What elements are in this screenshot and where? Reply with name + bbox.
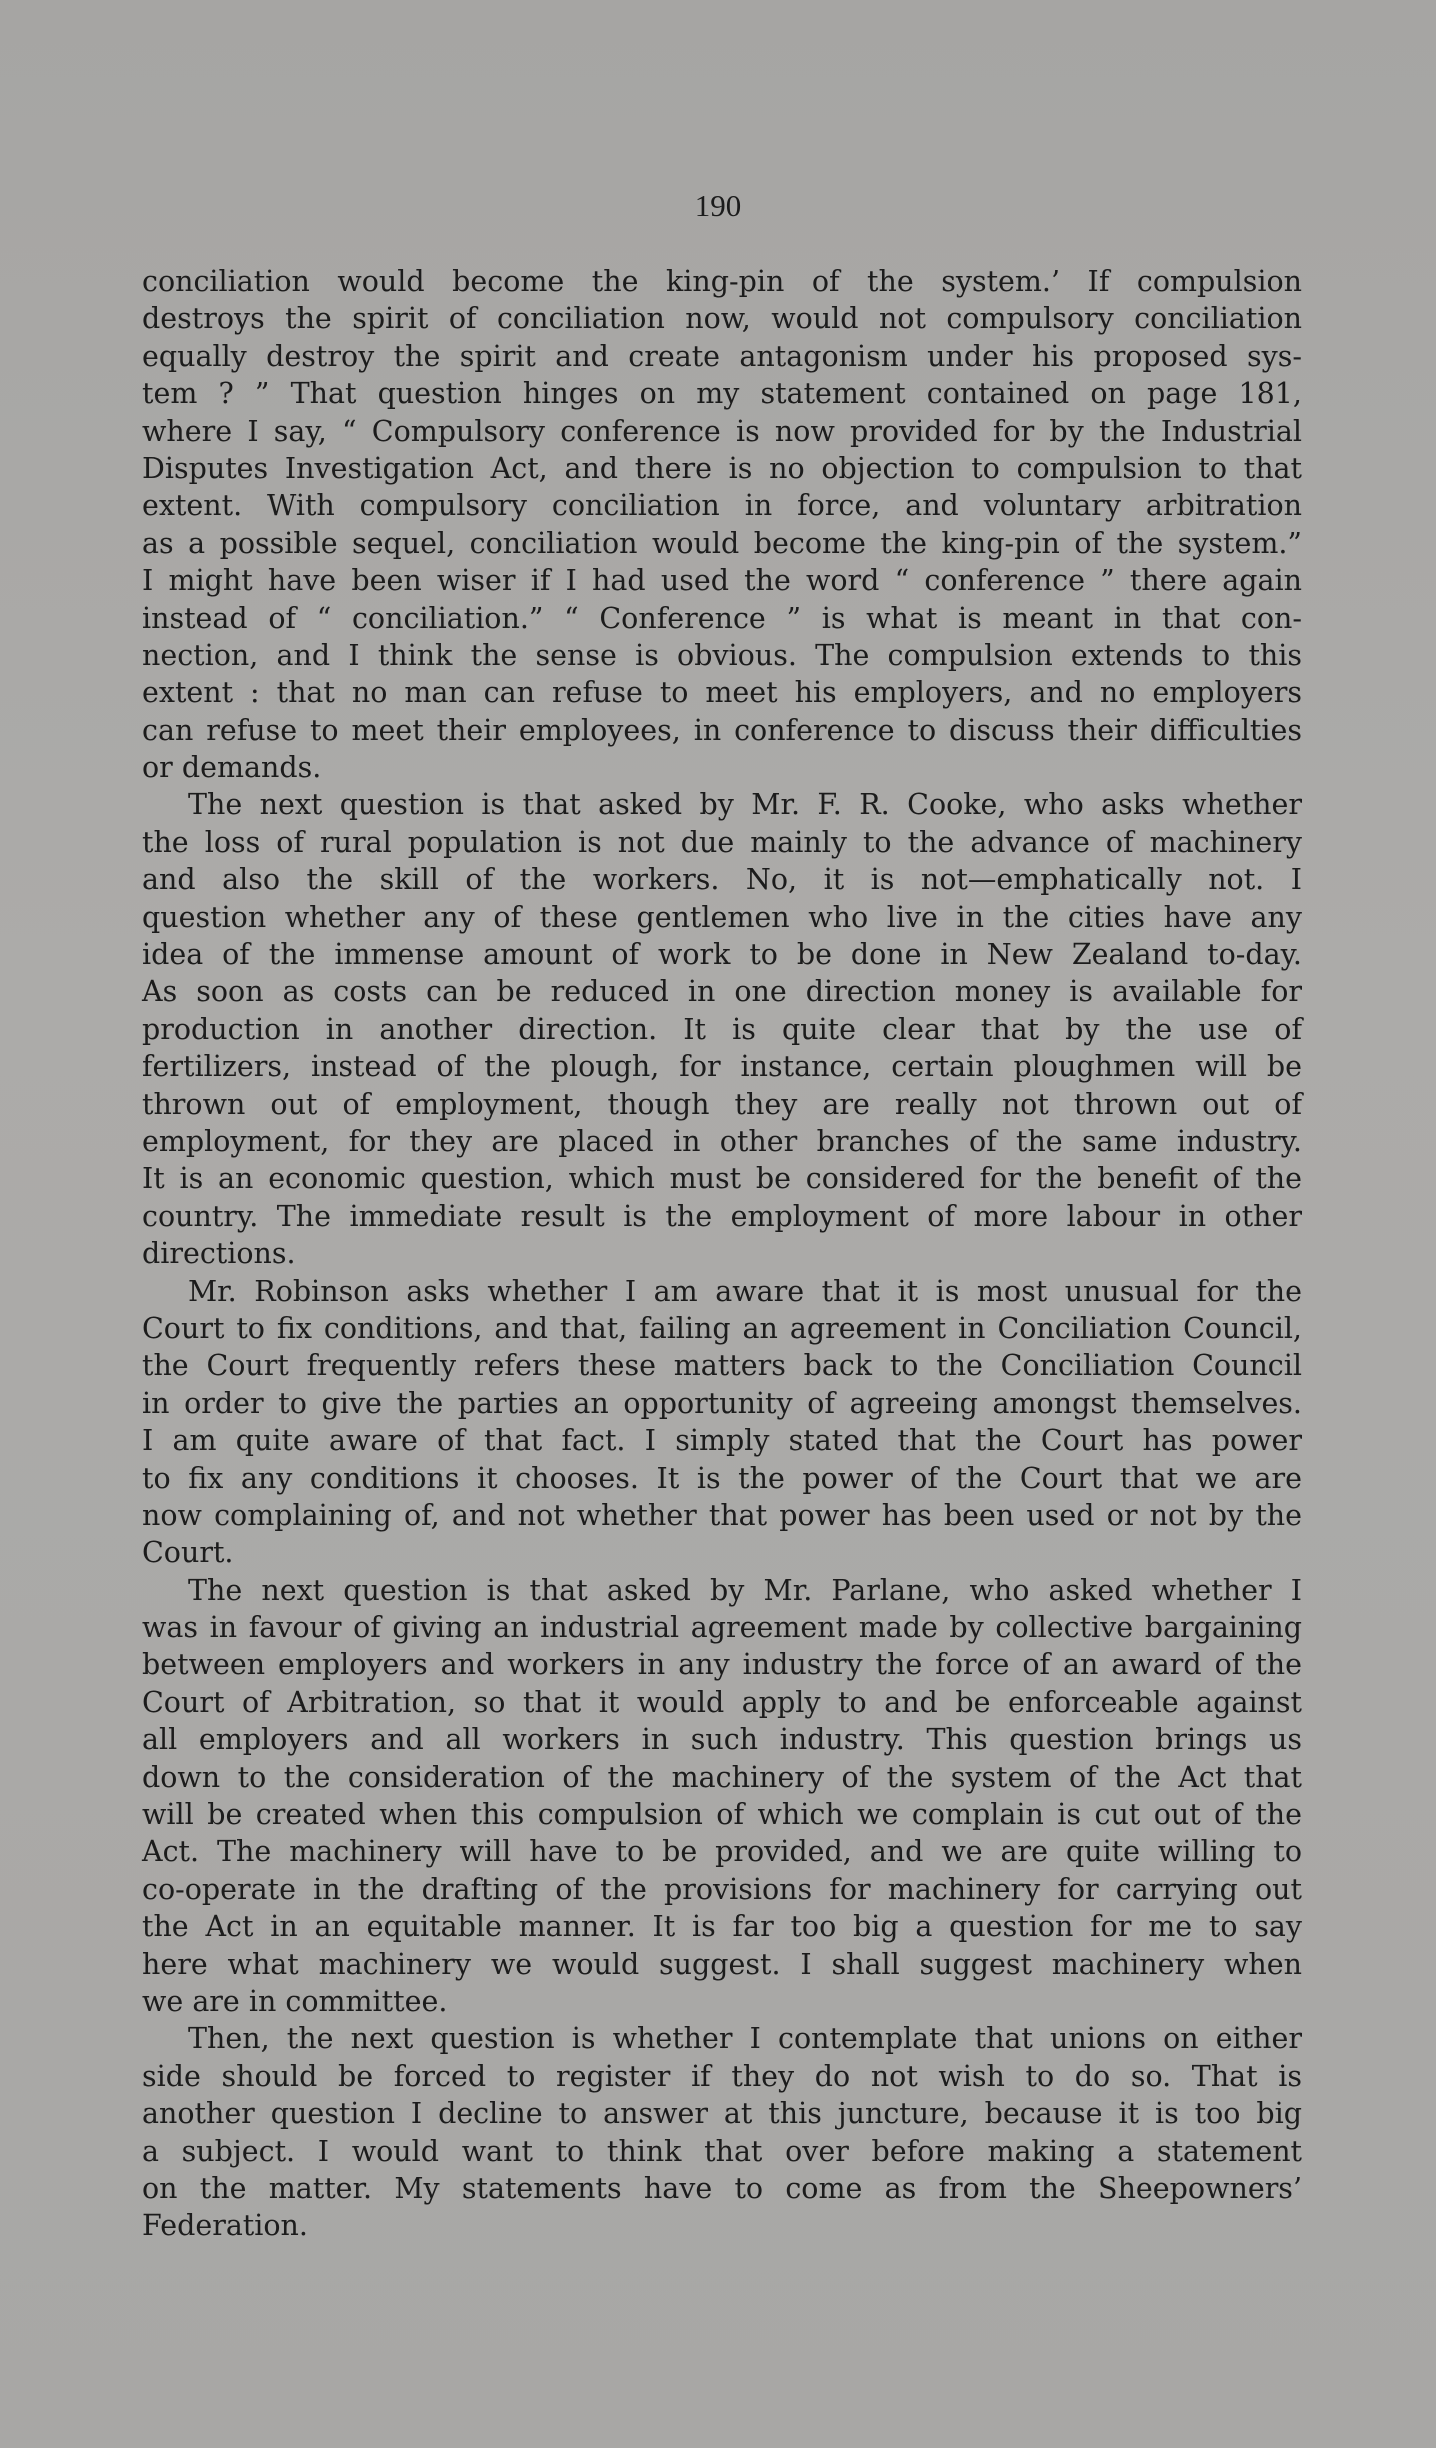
- text-line: the Act in an equitable manner. It is far too big a question for me to say: [142, 1910, 1302, 1944]
- text-line: Act. The machinery will have to be provided, and we are quite willing to: [142, 1835, 1302, 1869]
- text-line: another question I decline to answer at this juncture, because it is too big: [142, 2097, 1302, 2131]
- text-line: tem ? ” That question hinges on my statement contained on page 181,: [142, 377, 1302, 411]
- text-line: Court of Arbitration, so that it would apply to and be enforceable against: [142, 1685, 1302, 1719]
- text-line: extent. With compulsory conciliation in force, and voluntary arbitration: [142, 489, 1302, 523]
- text-line: It is an economic question, which must be considered for the benefit of the: [142, 1162, 1302, 1196]
- text-line: Court.: [142, 1536, 234, 1570]
- text-line: as a possible sequel, conciliation would become the king-pin of the system.”: [142, 526, 1302, 560]
- text-line: destroys the spirit of conciliation now, would not compulsory conciliation: [142, 302, 1302, 336]
- text-line: thrown out of employment, though they are really not thrown out of: [142, 1087, 1302, 1121]
- text-line: the Court frequently refers these matters back to the Conciliation Council: [142, 1349, 1302, 1383]
- text-line: employment, for they are placed in other branches of the same industry.: [142, 1124, 1302, 1158]
- text-line: will be created when this compulsion of which we complain is cut out of the: [142, 1798, 1302, 1832]
- text-line: was in favour of giving an industrial agreement made by collective bargaining: [142, 1611, 1302, 1645]
- text-line: all employers and all workers in such industry. This question brings us: [142, 1723, 1302, 1757]
- text-line: Court to fix conditions, and that, failing an agreement in Conciliation Council,: [142, 1311, 1302, 1345]
- text-line: here what machinery we would suggest. I shall suggest machinery when: [142, 1947, 1302, 1981]
- text-line: on the matter. My statements have to come as from the Sheepowners’: [142, 2171, 1302, 2205]
- text-line: to fix any conditions it chooses. It is the power of the Court that we are: [142, 1461, 1302, 1495]
- text-line: the loss of rural population is not due mainly to the advance of machinery: [142, 825, 1302, 859]
- text-line: I might have been wiser if I had used the word “ conference ” there again: [142, 564, 1302, 598]
- text-line: nection, and I think the sense is obvious. The compulsion extends to this: [142, 638, 1302, 672]
- text-line: Then, the next question is whether I contemplate that unions on either: [188, 2022, 1302, 2056]
- text-line: question whether any of these gentlemen who live in the cities have any: [142, 900, 1302, 934]
- text-line: and also the skill of the workers. No, it is not—emphatically not. I: [142, 863, 1302, 897]
- text-line: Mr. Robinson asks whether I am aware that it is most unusual for the: [188, 1274, 1302, 1308]
- text-line: fertilizers, instead of the plough, for instance, certain ploughmen will be: [142, 1050, 1302, 1084]
- text-line: extent : that no man can refuse to meet his employers, and no employers: [142, 676, 1302, 710]
- text-line: I am quite aware of that fact. I simply stated that the Court has power: [142, 1424, 1302, 1458]
- text-line: we are in committee.: [142, 1984, 448, 2018]
- text-line: in order to give the parties an opportunity of agreeing amongst themselves.: [142, 1386, 1302, 1420]
- text-line: Federation.: [142, 2209, 308, 2243]
- text-line: co-operate in the drafting of the provisions for machinery for carrying out: [142, 1872, 1302, 1906]
- text-line: instead of “ conciliation.” “ Conference ” is what is meant in that con-: [142, 601, 1302, 635]
- text-line: conciliation would become the king-pin of the system.’ If compulsion: [142, 265, 1302, 298]
- text-line: side should be forced to register if they do not wish to do so. That is: [142, 2059, 1302, 2093]
- text-line: As soon as costs can be reduced in one direction money is available for: [142, 975, 1302, 1009]
- text-line: now complaining of, and not whether that power has been used or not by the: [142, 1498, 1302, 1532]
- text-line: The next question is that asked by Mr. Parlane, who asked whether I: [188, 1573, 1302, 1607]
- text-line: country. The immediate result is the employment of more labour in other: [142, 1199, 1302, 1233]
- text-line: or demands.: [142, 751, 322, 785]
- text-line: down to the consideration of the machinery of the system of the Act that: [142, 1760, 1302, 1794]
- body-text: [142, 263, 1302, 2245]
- text-line: Disputes Investigation Act, and there is no objection to compulsion to that: [142, 451, 1302, 485]
- text-line: can refuse to meet their employees, in conference to discuss their difficulties: [142, 713, 1302, 747]
- text-line: The next question is that asked by Mr. F. R. Cooke, who asks whether: [188, 788, 1302, 822]
- text-line: production in another direction. It is quite clear that by the use of: [142, 1012, 1302, 1046]
- text-line: idea of the immense amount of work to be done in New Zealand to-day.: [142, 938, 1302, 972]
- text-line: a subject. I would want to think that over before making a statement: [142, 2134, 1302, 2168]
- text-line: directions.: [142, 1237, 296, 1271]
- page-number: 190: [694, 188, 742, 223]
- text-line: where I say, “ Compulsory conference is now provided for by the Industrial: [142, 414, 1302, 448]
- text-line: equally destroy the spirit and create antagonism under his proposed sys-: [142, 339, 1302, 373]
- text-line: between employers and workers in any industry the force of an award of the: [142, 1648, 1302, 1682]
